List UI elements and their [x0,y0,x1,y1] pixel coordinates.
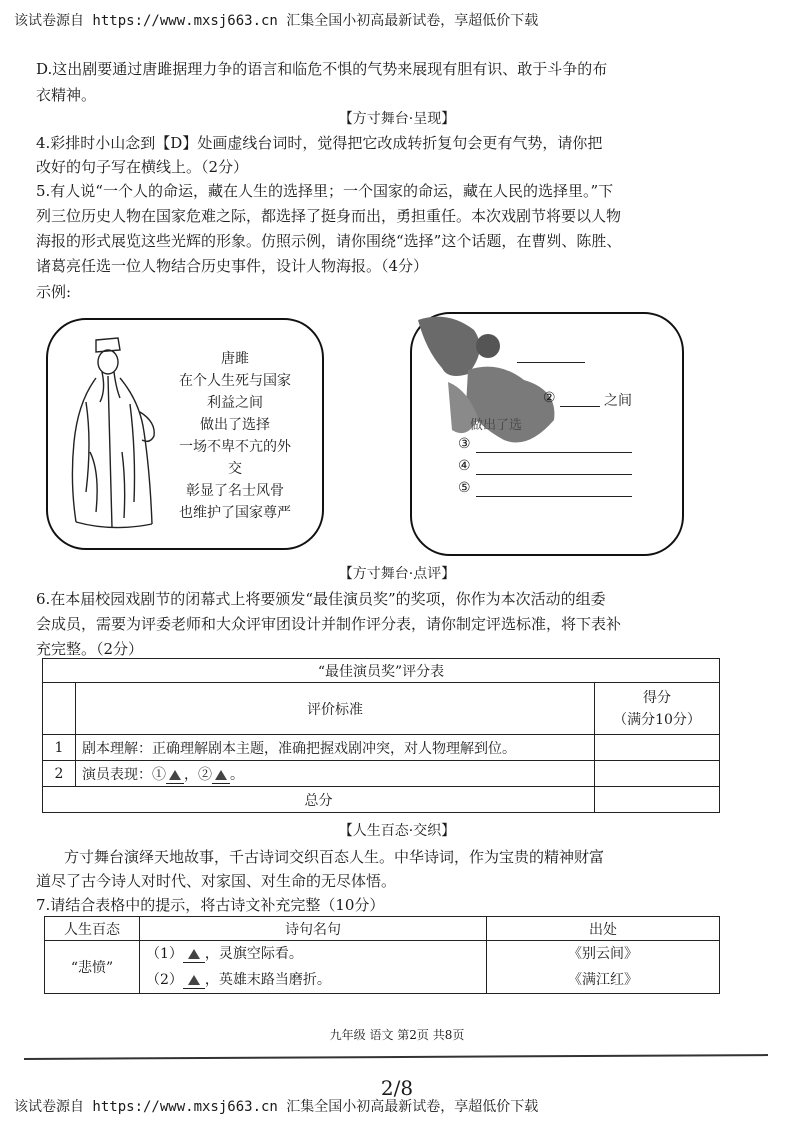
poem-row-1-text: ，灵旗空际看。 [204,946,303,962]
silhouette-figure-illustration [408,310,568,460]
q6-line3: 充完整。（2分） [36,640,144,658]
intro-line2: 道尽了古今诗人对时代、对家国、对生命的无尽体悟。 [36,872,397,890]
total-label: 总分 [43,787,595,813]
poster-example-frame [46,318,324,550]
row2-end: 。 [230,766,244,783]
poster-blank-2-suffix: 之间 [604,393,632,409]
row1-criteria: 剧本理解：正确理解剧本主题，准确把握戏剧冲突，对人物理解到位。 [76,735,595,761]
poster-blank-2[interactable] [560,406,600,407]
poster-line-6: 交 [228,461,242,477]
option-d-line2: 衣精神。 [36,86,97,104]
page-number: 2/8 [380,1076,414,1100]
q5-line2: 列三位历史人物在国家危难之际，都选择了挺身而出，勇担重任。本次戏剧节将要以人物 [36,207,622,225]
score-table-header-blank [43,683,76,735]
poem-row-1 [146,941,480,967]
poem-row-2 [146,967,480,993]
row2-criteria [76,761,595,787]
score-table-title: “最佳演员奖”评分表 [43,659,720,683]
poster-line-5: 一场不卑不亢的外 [179,439,291,455]
q5-line1: 5.有人说“一个人的命运，藏在人生的选择里；一个国家的命运，藏在人民的选择里。”下 [36,182,614,200]
poster-line-1: 唐雎 [221,351,249,367]
poster-blank-frame [410,312,684,556]
q4-line1: 4.彩排时小山念到【D】处画虚线台词时，觉得把它改成转折复句会更有气势，请你把 [36,134,603,152]
section-life-heading: 【人生百态·交织】 [338,823,456,839]
page-info: 九年级 语文 第2页 共8页 [329,1028,465,1042]
poem-table [44,916,720,994]
score-header-line1: 得分 [643,689,671,706]
poster-blank-4-marker: ④ [458,458,471,474]
score-table-header-criteria: 评价标准 [76,683,595,735]
poem-header-category: 人生百态 [45,917,140,941]
triangle-icon [188,949,200,959]
row2-prefix: 演员表现：① [82,766,166,783]
poem-source-cell [487,941,720,994]
poster-line-8: 也维护了国家尊严 [179,505,291,521]
q7-line1: 7.请结合表格中的提示，将古诗文补充完整（10分） [36,896,385,914]
poem-row-2-no: （2） [146,972,183,988]
row1-number: 1 [43,735,76,761]
poem-blank-2[interactable] [183,972,205,989]
q6-line1: 6.在本届校园戏剧节的闭幕式上将要颁发“最佳演员奖”的奖项，你作为本次活动的组委 [36,590,606,608]
poster-blank-4[interactable] [476,474,632,475]
score-table-header-score [595,683,720,735]
poster-blank-3-marker: ③ [458,436,471,452]
score-table [42,658,720,813]
q4-line2: 改好的句子写在横线上。（2分） [36,158,249,176]
intro-line1: 方寸舞台演绎天地故事，千古诗词交织百态人生。中华诗词，作为宝贵的精神财富 [64,848,605,866]
row2-score-cell[interactable] [595,761,720,787]
poster-blank-2-marker: ② [543,390,556,406]
row2-number: 2 [43,761,76,787]
source-footer: 该试卷源自 https://www.mxsj663.cn 汇集全国小初高最新试卷，享超低价下载 [14,1099,539,1115]
row2-blank-2[interactable] [212,767,230,784]
poster-line-3: 利益之间 [207,395,263,411]
q6-line2: 会成员，需要为评委老师和大众评审团设计并制作评分表，请你制定评选标准，将下表补 [36,615,622,633]
triangle-icon [188,975,200,985]
triangle-icon [215,770,227,780]
poster-line-4: 做出了选择 [200,417,270,433]
total-score-cell[interactable] [595,787,720,813]
poster-line-7: 彰显了名士风骨 [186,483,284,499]
row2-mid: ，② [184,766,212,783]
row1-score-cell[interactable] [595,735,720,761]
poem-row-1-no: （1） [146,946,183,962]
triangle-icon [169,770,181,780]
source-header: 该试卷源自 https://www.mxsj663.cn 汇集全国小初高最新试卷，享超低价下载 [14,13,539,29]
poster-blank-5[interactable] [476,496,632,497]
q5-line4: 诸葛亮任选一位人物结合历史事件，设计人物海报。（4分） [36,257,429,275]
poem-lines-cell [140,941,487,994]
row2-blank-1[interactable] [166,767,184,784]
poem-source-2: 《满江红》 [568,972,638,988]
section-present-heading: 【方寸舞台·呈现】 [338,111,456,127]
poem-header-lines: 诗句名句 [140,917,487,941]
poster-hint-text: 做出了选 [470,418,523,433]
poem-header-source: 出处 [487,917,720,941]
q5-example-label: 示例: [36,283,72,301]
poster-blank-1[interactable] [517,362,585,363]
q5-line3: 海报的形式展览这些光辉的形象。仿照示例，请你围绕“选择”这个话题，在曹刿、陈胜、 [36,232,622,250]
poem-row-2-text: ，英雄末路当磨折。 [204,972,331,988]
footer-rule [24,1054,768,1060]
tang-ju-figure-illustration [56,332,166,536]
score-header-line2: （满分10分） [613,711,701,728]
section-review-heading: 【方寸舞台·点评】 [338,566,456,582]
option-d-line1: D.这出剧要通过唐雎据理力争的语言和临危不惧的气势来展现有胆有识、敢于斗争的布 [36,60,608,78]
poem-blank-1[interactable] [183,946,205,963]
poster-blank-5-marker: ⑤ [458,480,471,496]
poster-line-2: 在个人生死与国家 [179,373,291,389]
poem-category: “悲愤” [45,941,140,994]
poster-blank-3[interactable] [476,452,632,453]
poem-source-1: 《别云间》 [568,946,638,962]
